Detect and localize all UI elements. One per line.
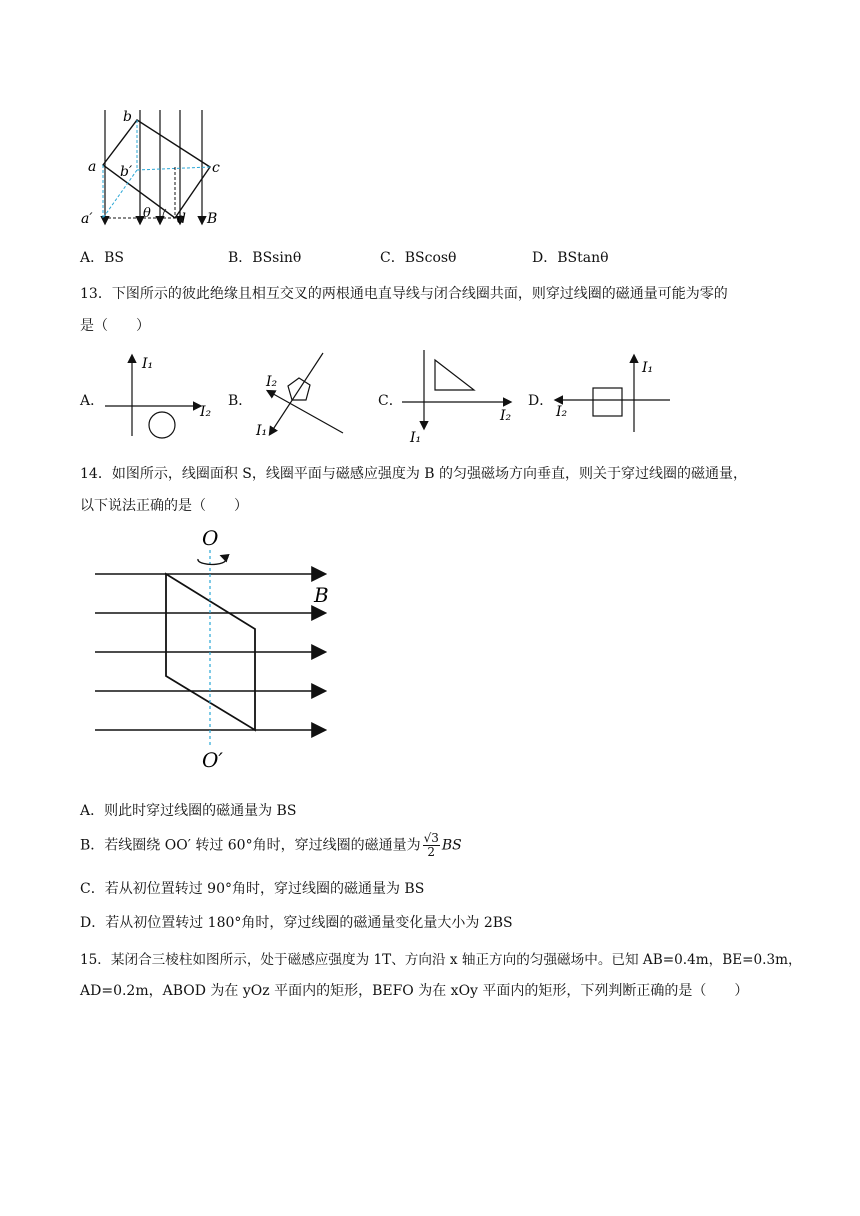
q12-option-b: B．BSsinθ bbox=[228, 250, 302, 266]
q12-figure bbox=[75, 105, 235, 235]
q15-stem-line2: AD=0.2m，ABOD 为在 yOz 平面内的矩形，BEFO 为在 xOy 平面内的矩形，下列判断正确的是（ ） bbox=[80, 983, 749, 999]
q12-option-a: A．BS bbox=[80, 250, 125, 266]
q13-option-b-letter: B． bbox=[228, 393, 253, 409]
label-b-prime: b′ bbox=[120, 164, 133, 180]
q14-option-c: C．若从初位置转过 90°角时，穿过线圈的磁通量为 BS bbox=[80, 881, 425, 897]
label-a: a bbox=[88, 159, 97, 175]
label-theta: θ bbox=[143, 206, 151, 221]
q14-option-b: B．若线圈绕 OO′ 转过 60°角时，穿过线圈的磁通量为 $\frac{√3}{2}$ BS bbox=[80, 831, 462, 859]
q13-stem-line1: 13．下图所示的彼此绝缘且相互交叉的两根通电直导线与闭合线圈共面，则穿过线圈的磁通量可能为零的 bbox=[80, 286, 728, 302]
svg-text:I₁: I₁ bbox=[410, 430, 422, 446]
label-O: O bbox=[202, 526, 219, 550]
label-c: c bbox=[212, 160, 220, 176]
q13-stem-line2: 是（ ） bbox=[80, 318, 150, 334]
q14-stem-line2: 以下说法正确的是（ ） bbox=[80, 498, 248, 514]
svg-text:I₁: I₁ bbox=[256, 423, 268, 439]
q14-figure bbox=[90, 525, 350, 775]
svg-text:I₁: I₁ bbox=[642, 360, 654, 376]
q13-figure-a bbox=[100, 348, 220, 443]
q12-option-d: D．BStanθ bbox=[532, 250, 609, 266]
q12-option-c: C．BScosθ bbox=[380, 250, 457, 266]
svg-text:I₂: I₂ bbox=[556, 404, 568, 420]
q14-option-d: D．若从初位置转过 180°角时，穿过线圈的磁通量变化量大小为 2BS bbox=[80, 915, 513, 931]
svg-text:I₂: I₂ bbox=[266, 374, 278, 390]
q15-stem-line1: 15．某闭合三棱柱如图所示，处于磁感应强度为 1T、方向沿 x 轴正方向的匀强磁场中。已知 AB=0.4m，BE=0.3m， bbox=[80, 952, 802, 968]
label-b: b bbox=[123, 109, 132, 125]
q13-option-c-letter: C． bbox=[378, 393, 403, 409]
q13-option-a-letter: A． bbox=[80, 393, 105, 409]
label-O-prime: O′ bbox=[202, 748, 223, 772]
svg-text:I₂: I₂ bbox=[200, 404, 212, 420]
label-B: B bbox=[207, 211, 218, 227]
q14-option-a: A．则此时穿过线圈的磁通量为 BS bbox=[80, 803, 297, 819]
label-B: B bbox=[314, 583, 329, 607]
q13-figure-c bbox=[398, 348, 523, 446]
label-a-prime: a′ bbox=[81, 211, 93, 227]
label-d: d bbox=[177, 211, 186, 227]
q13-option-d-letter: D． bbox=[528, 393, 554, 409]
svg-text:I₂: I₂ bbox=[500, 408, 512, 424]
svg-text:I₁: I₁ bbox=[142, 356, 154, 372]
q13-figure-b bbox=[248, 348, 358, 443]
q14-stem-line1: 14．如图所示，线圈面积 S，线圈平面与磁感应强度为 B 的匀强磁场方向垂直，则关于穿过线圈的磁通量， bbox=[80, 466, 748, 482]
q13-figure-d bbox=[552, 350, 677, 435]
